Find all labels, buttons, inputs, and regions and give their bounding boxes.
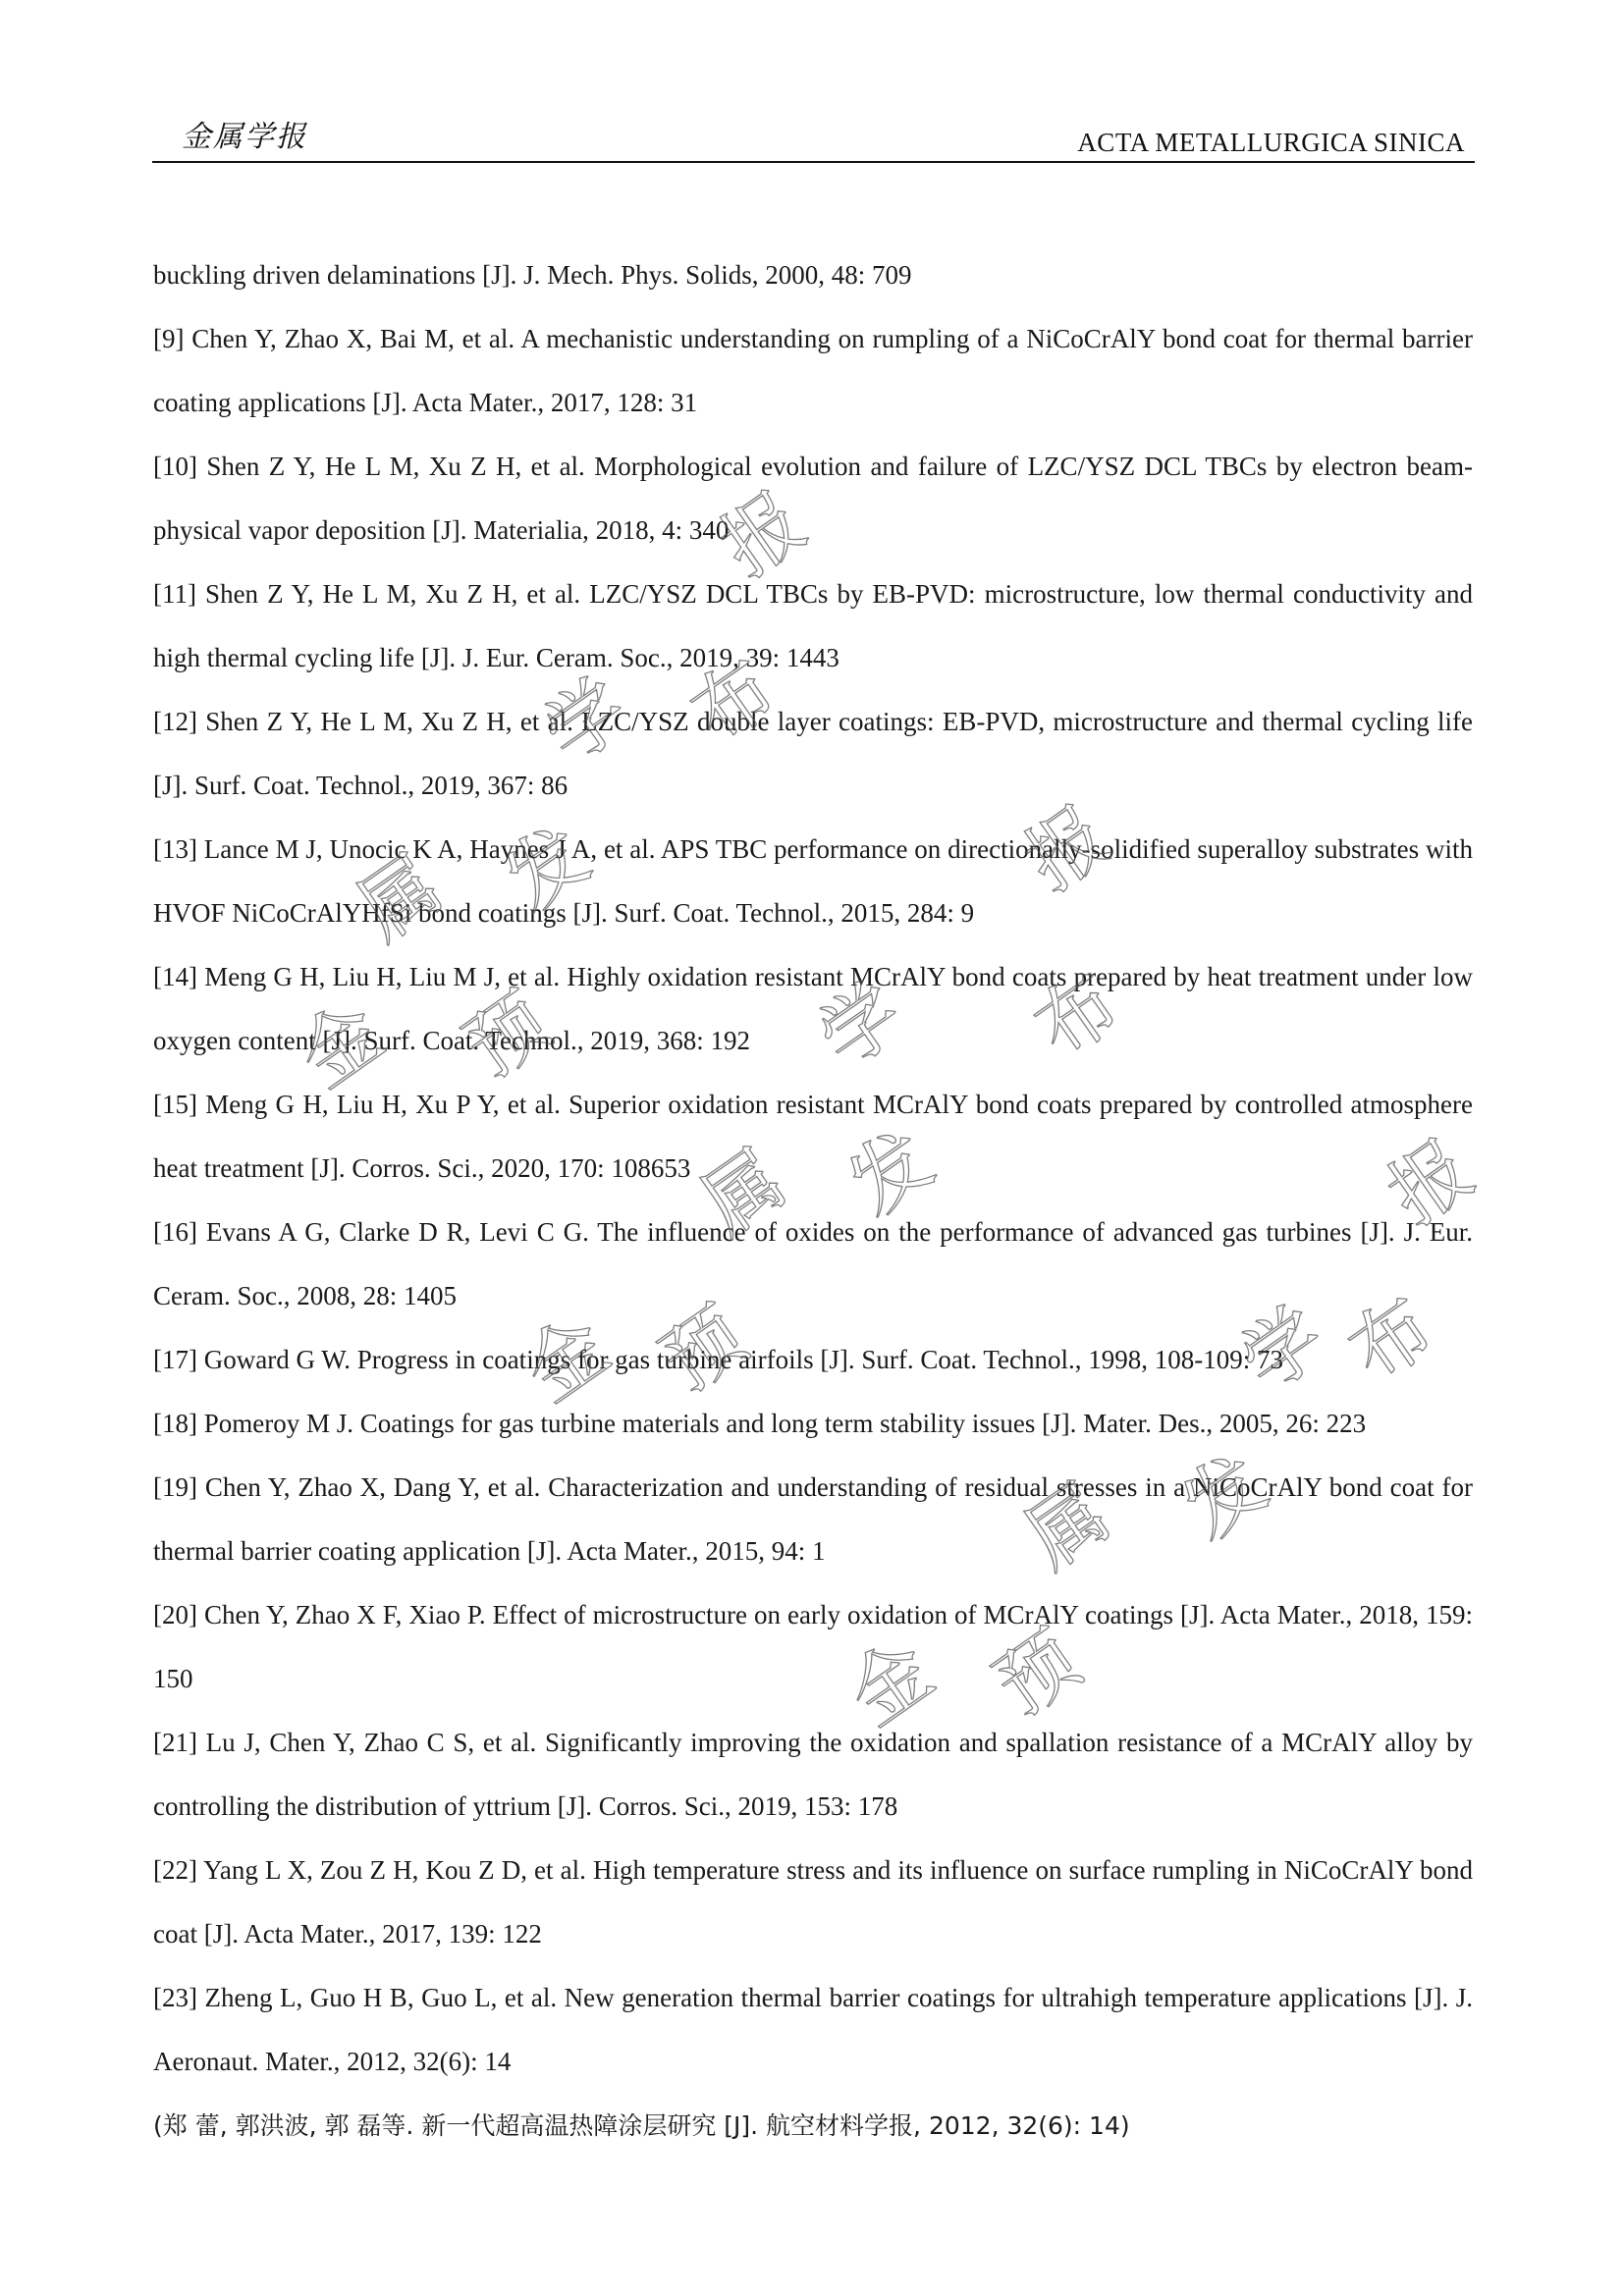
watermark-glyph: 布: [1018, 955, 1136, 1076]
watermark-glyph: 发: [488, 808, 606, 929]
reference-item: buckling driven delaminations [J]. J. Mech. Phys. Solids, 2000, 48: 709: [153, 260, 912, 290]
reference-item: [20] Chen Y, Zhao X F, Xiao P. Effect of microstructure on early oxidation of MCrAlY coatings [J]. Acta Mater., 2018, 159: 150: [153, 1600, 1473, 1693]
watermark-glyph: 发: [1165, 1436, 1283, 1557]
watermark-glyph: 金: [282, 985, 400, 1105]
watermark-glyph: 发: [832, 1112, 949, 1233]
reference-item-chinese: (郑 蕾, 郭洪波, 郭 磊等. 新一代超高温热障涂层研究 [J]. 航空材料学报, 2012, 32(6): 14): [153, 2111, 1130, 2140]
watermark-glyph: 报: [704, 474, 822, 595]
watermark-glyph: 属: [341, 837, 459, 958]
watermark-glyph: 报: [1008, 788, 1126, 909]
reference-item: [23] Zheng L, Guo H B, Guo L, et al. New generation thermal barrier coatings for ultrahigh temperature applications [J]. J. Aeronaut. Mater., 2012, 32(6): 14: [153, 1983, 1473, 2076]
reference-item: [21] Lu J, Chen Y, Zhao C S, et al. Significantly improving the oxidation and spallation resistance of a MCrAlY alloy by controlling the distribution of yttrium [J]. Corros. Sci., 2019, 153: 178: [153, 1728, 1473, 1821]
journal-logo: 金属学报: [182, 120, 307, 154]
reference-item: [22] Yang L X, Zou Z H, Kou Z D, et al. High temperature stress and its influence on surface rumpling in NiCoCrAlY bond coat [J]. Acta Mater., 2017, 139: 122: [153, 1855, 1473, 1949]
reference-item: [13] Lance M J, Unocic K A, Haynes J A, et al. APS TBC performance on directionally-solidified superalloy substrates with HVOF NiCoCrAlYHfSi bond coatings [J]. Surf. Coat. Technol., 2015, 284: 9: [153, 834, 1473, 928]
header-rule: [152, 161, 1475, 163]
reference-item: [16] Evans A G, Clarke D R, Levi C G. The influence of oxides on the performance of advanced gas turbines [J]. J. Eur. Ceram. Soc., 2008, 28: 1405: [153, 1217, 1473, 1310]
journal-name: ACTA METALLURGICA SINICA: [1077, 128, 1465, 157]
reference-item: [15] Meng G H, Liu H, Xu P Y, et al. Superior oxidation resistant MCrAlY bond coats prepared by controlled atmosphere heat treatment [J]. Corros. Sci., 2020, 170: 108653: [153, 1090, 1473, 1183]
reference-item: [17] Goward G W. Progress in coatings for gas turbine airfoils [J]. Surf. Coat. Technol., 1998, 108-109: 73: [153, 1345, 1283, 1374]
watermark-glyph: 属: [684, 1132, 802, 1253]
reference-list: [153, 243, 1473, 2158]
reference-item: [11] Shen Z Y, He L M, Xu Z H, et al. LZC/YSZ DCL TBCs by EB-PVD: microstructure, low thermal conductivity and high thermal cycling life [J]. J. Eur. Ceram. Soc., 2019, 39: 1443: [153, 579, 1473, 672]
reference-item: [14] Meng G H, Liu H, Liu M J, et al. Highly oxidation resistant MCrAlY bond coats prepared by heat treatment under low oxygen content [J]. Surf. Coat. Technol., 2019, 368: 192: [153, 962, 1473, 1055]
reference-item: [18] Pomeroy M J. Coatings for gas turbine materials and long term stability issues [J]. Mater. Des., 2005, 26: 223: [153, 1409, 1367, 1438]
watermark-glyph: 预: [979, 1613, 1097, 1734]
watermark-glyph: 属: [1008, 1466, 1126, 1586]
page-header: [152, 110, 1475, 165]
watermark-glyph: 布: [675, 641, 792, 762]
watermark-glyph: 预: [449, 975, 567, 1095]
reference-item: [19] Chen Y, Zhao X, Dang Y, et al. Characterization and understanding of residual stresses in a NiCoCrAlY bond coat for thermal barrier coating application [J]. Acta Mater., 2015, 94: 1: [153, 1472, 1473, 1566]
watermark-glyph: 金: [508, 1299, 625, 1419]
watermark-glyph: 布: [1332, 1279, 1450, 1400]
reference-item: [10] Shen Z Y, He L M, Xu Z H, et al. Morphological evolution and failure of LZC/YSZ DCL TBCs by electron beam-physical vapor deposition [J]. Materialia, 2018, 4: 340: [153, 452, 1473, 545]
watermark-glyph: 学: [527, 661, 645, 781]
watermark-glyph: 金: [832, 1623, 949, 1743]
reference-item: [9] Chen Y, Zhao X, Bai M, et al. A mechanistic understanding on rumpling of a NiCoCrAlY bond coat for thermal barrier coating applications [J]. Acta Mater., 2017, 128: 31: [153, 324, 1473, 417]
watermark-glyph: 报: [1372, 1122, 1489, 1243]
watermark-glyph: 预: [645, 1289, 763, 1410]
watermark-glyph: 学: [1224, 1289, 1342, 1410]
watermark-glyph: 学: [802, 965, 920, 1086]
reference-item: [12] Shen Z Y, He L M, Xu Z H, et al. LZC/YSZ double layer coatings: EB-PVD, microstructure and thermal cycling life [J]. Surf. Coat. Technol., 2019, 367: 86: [153, 707, 1473, 800]
